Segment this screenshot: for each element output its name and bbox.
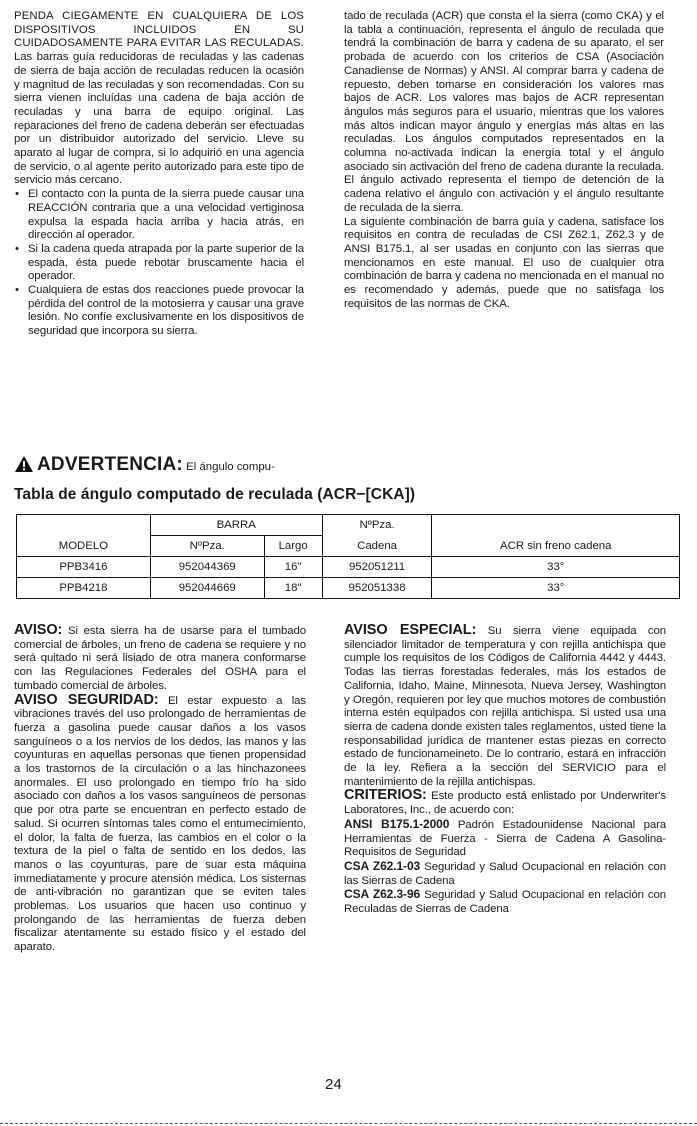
bottom-right-column bbox=[344, 624, 666, 917]
warning-triangle-icon bbox=[14, 455, 34, 476]
model-cell: PPB3416 bbox=[17, 557, 151, 578]
standard-code: ANSI B175.1-2000 bbox=[344, 816, 450, 831]
seguridad-label: AVISO SEGURIDAD: bbox=[14, 691, 159, 708]
standard-desc: Seguridad y Salud Ocupacional en relación con las Sierras de Cadena bbox=[344, 860, 666, 887]
standard-code: CSA Z62.1-03 bbox=[344, 858, 421, 873]
chain-part-cell: 952051338 bbox=[322, 578, 432, 599]
caps-warning-text: PENDA CIEGAMENTE EN CUALQUIERA DE LOS DISPOSITIVOS INCLUIDOS EN SU CUIDADOSAMENTE PARA EVITAR LAS RECULADAS. bbox=[14, 10, 304, 50]
warning-label: ADVERTENCIA: bbox=[37, 454, 183, 475]
model-header: MODELO bbox=[17, 536, 151, 557]
aviso-text: Si esta sierra ha de usarse para el tumbado comercial de árboles, un freno de cadena se requiere y no será quitado ni será lisiado de otra manera conformarse con las Regulaciones Federales del OSHA para el tumbado comercial de árboles. bbox=[14, 625, 306, 692]
bullet-item: • Cualquiera de estas dos reacciones puede provocar la pérdida del control de la motosierra y causar una grave lesión. No confíe exclusivamente en los dispositivos de seguridad que incorpora su sierra. bbox=[14, 284, 304, 339]
bullet-item: • Si la cadena queda atrapada por la parte superior de la espada, ésta puede rebotar bruscamente hacia el operador. bbox=[14, 243, 304, 284]
seguridad-text: El estar expuesto a las vibraciones través del uso prolongado de herramientas de fuerza a gasolina puede causar daños a los vasos sanguíneos o a los nervios de los dedos, las manos y las coyunturas en aquellas personas que tienen propensidad a los trastornos de la circulación o a las hinchazonees anormales. El uso prolongado en tiempo frío ha sido asociado con daños a los vasos sanguíneos de personas que por otra parte se encuentran en perfecto estado de salud. Si ocurren síntomas tales como el entumecimiento, el dolor, la falta de fuerza, las cambios en el color o la textura de la piel o falta de sentido en los dedos, las manos o las coyunturas, pare de suar esta máquina immediatamente y procure atensión médica. Los sisternas de anti-vibración no garantizan que se eviten tales problemas. Los usuarios que hacen uso continuo y prolongando de las herramientas de fuerza deben fiscalizar atentamente su estado físico y el estado del aparato. bbox=[14, 694, 306, 954]
standard-item bbox=[344, 860, 666, 888]
acr-header: ACR sin freno cadena bbox=[432, 536, 680, 557]
acr-cell: 33° bbox=[432, 578, 680, 599]
especial-label: AVISO ESPECIAL: bbox=[344, 622, 477, 638]
seguridad-paragraph bbox=[14, 691, 306, 955]
standard-desc: Seguridad y Salud Ocupacional en relación con Reculadas de Sierras de Cadena bbox=[344, 889, 666, 916]
top-right-column bbox=[344, 10, 664, 311]
especial-text: Su sierra viene equipada con silenciador limitador de temperatura y con rejilla antichispa que cumple los requisitos de los Códigos de California 4442 y 4443. Todas las tierras forestadas federales, más los estados de California, Idaho, Maine, Minnesota, Nueva Jersey, Washington y Oregón, requieren por ley que muchos motores de combustión interna estén equipados con rejilla antichispa. Si usted usa una sierra de cadena donde existen tales reglamentos, usted tiene la responsabilidad jurídica de mantener estas piezas en correcto estado de funcionameineto. De lo contrario, estará en infracción de la ley. Refiera a la sección del SERVICIO para el mantenimiento de la rejilla antichispas. bbox=[344, 625, 666, 788]
standard-item bbox=[344, 888, 666, 916]
model-cell: PPB4218 bbox=[17, 578, 151, 599]
chain-part-header-1: NºPza. bbox=[322, 515, 432, 536]
especial-paragraph bbox=[344, 624, 666, 789]
length-cell: 18" bbox=[264, 578, 322, 599]
acr-cell: 33° bbox=[432, 557, 680, 578]
acr-explanation: tado de reculada (ACR) que consta el la sierra (como CKA) y el la tabla a continuación, representa el ángulo de reculada que tendrá la combinación de barra y cadena de su aparato, el ser probada de acuerdo con los criterios de CSA (Asociación Canadiense de Normas) y ANSI. Al comprar barra y cadena de repuesto, deben tomarse en consideración los valores mas bajos de ACR. Los valores mas bajos de ACR representan ángulos más seguros para el usuario, mientras que los valores más altos indican mayor ángulo y energías más altas en las reculadas. Los ángulos computados representados en la columna no-activada indican la energía total y el ángulo asociado sin activación del freno de cadena durante la reculada. El ángulo activado representa el tiempo de detención de la cadena relativo el ángulo con activación y el ángulo resultante de reculada de la sierra. bbox=[344, 10, 664, 214]
bullet-item: • El contacto con la punta de la sierra puede causar una REACCIÓN contraria que a una velocidad vertiginosa expulsa la espada hacia arriba y hacia atrás, en dirección al operador. bbox=[14, 188, 304, 243]
table-title: Tabla de ángulo computado de reculada (ACR−[CKA]) bbox=[14, 486, 416, 503]
barra-header: BARRA bbox=[150, 515, 322, 536]
standard-item bbox=[344, 818, 666, 860]
top-left-paragraph bbox=[14, 10, 304, 188]
bar-part-cell: 952044669 bbox=[150, 578, 264, 599]
standard-code: CSA Z62.3-96 bbox=[344, 887, 421, 902]
warning-line bbox=[14, 454, 275, 476]
chain-part-header-2: Cadena bbox=[322, 536, 432, 557]
combination-requirements: La siguiente combinación de barra guía y cadena, satisface los requisitos en contra de reculadas de CSI Z62.1, Z62.3 y de ANSI B175.1, al ser usadas en conjunto con las sierras que mencionamos en este manual. El uso de cualquier otra combinación de barra y cadena no mencionada en el manual no es recomendado y además, puede que no satisfaga los requisitos de las normas de CKA. bbox=[344, 215, 664, 310]
top-left-body: Las barras guía reducidoras de reculadas y las cadenas de sierra de baja acción de reculadas reducen la ocasión y magnitud de las reculadas y son recomendadas. Con su sierra vienen incluídas una cadena de baja acción de reculadas y una barra de equipo original. Las reparaciones del freno de cadena deberán ser efectuadas por un distribuidor autorizado del servicio. Lleve su aparato al lugar de compra, si lo adquirió en una agencia de servicio, o al agente perito autorizado para este tipo de servicio más cercano. bbox=[14, 51, 304, 187]
empty-cell bbox=[432, 515, 680, 536]
table-row bbox=[17, 578, 680, 599]
bar-part-header: NºPza. bbox=[150, 536, 264, 557]
page-bottom-rule bbox=[0, 1123, 697, 1124]
chain-part-cell: 952051211 bbox=[322, 557, 432, 578]
criterios-text: Este producto está enlistado por Underwriter's Laboratores, Inc., de acuerdo con: bbox=[344, 790, 666, 817]
criterios-label: CRITERIOS: bbox=[344, 787, 427, 804]
aviso-label: AVISO: bbox=[14, 622, 63, 638]
warning-text: El ángulo compu- bbox=[186, 461, 275, 473]
page-number: 24 bbox=[325, 1076, 342, 1093]
criterios-paragraph bbox=[344, 789, 666, 817]
top-left-column bbox=[14, 10, 304, 339]
acr-table bbox=[16, 514, 680, 599]
table-header-row-1 bbox=[17, 515, 680, 536]
bottom-left-column bbox=[14, 624, 306, 955]
aviso-paragraph bbox=[14, 624, 306, 694]
length-cell: 16" bbox=[264, 557, 322, 578]
table-row bbox=[17, 557, 680, 578]
bar-part-cell: 952044369 bbox=[150, 557, 264, 578]
table-header-row-2 bbox=[17, 536, 680, 557]
length-header: Largo bbox=[264, 536, 322, 557]
kickback-bullets bbox=[14, 188, 304, 339]
empty-cell bbox=[17, 515, 151, 536]
standard-desc: Padrón Estadounidense Nacional para Herramientas de Fuerza - Sierra de Cadena A Gasolina-Requisitos de Seguridad bbox=[344, 818, 666, 859]
